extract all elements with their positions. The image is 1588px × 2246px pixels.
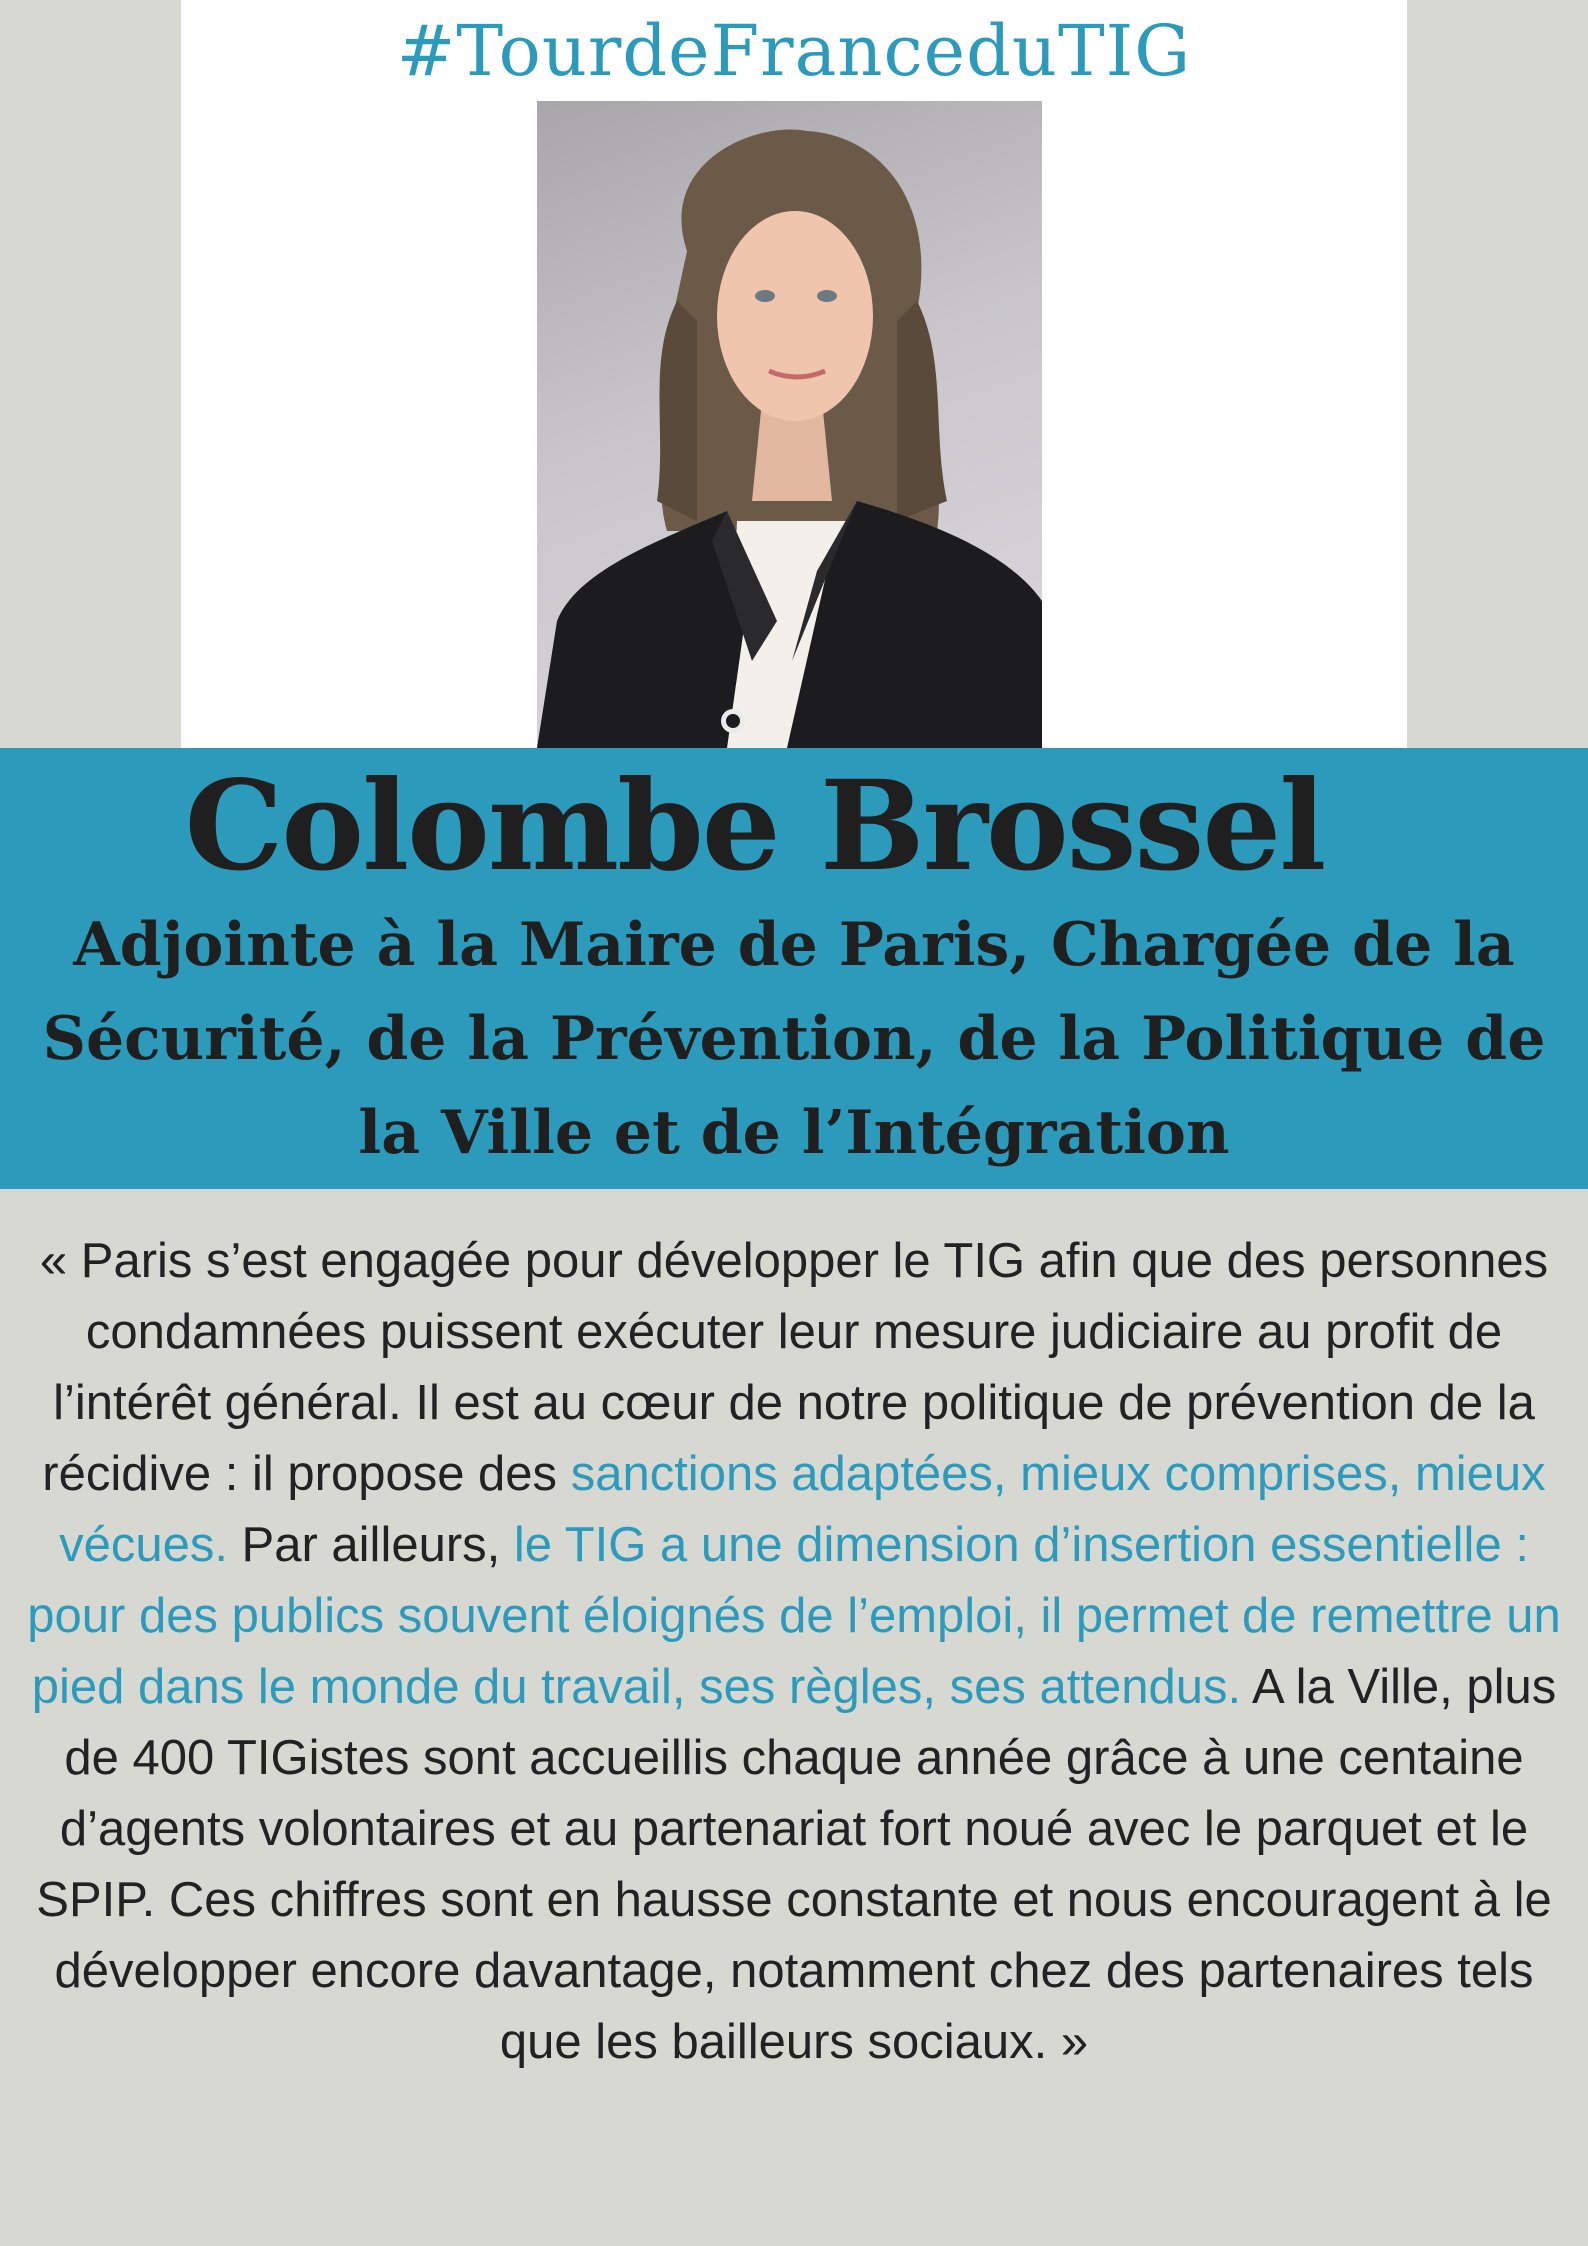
person-role bbox=[0, 898, 1588, 1180]
hashtag-title: #TourdeFranceduTIG bbox=[396, 10, 1192, 92]
quote-highlight: sanctions adaptées, mieux comprises, mieux vécues. bbox=[59, 1447, 1546, 1572]
role-line: Sécurité, de la Prévention, de la Politique de bbox=[42, 1004, 1546, 1074]
face-shape bbox=[717, 211, 873, 421]
portrait-photo bbox=[537, 101, 1042, 748]
quote-text: « Paris s’est engagée pour développer le TIG afin que des personnes condamnées puissent exécuter leur mesure judiciaire au profit de l’intérêt général. Il est au cœur de notre politique de prévention de la récidive : il propose des bbox=[39, 1234, 1549, 1501]
quote-highlight: le TIG a une dimension d’insertion essentielle : pour des publics souvent éloignés de l’emploi, il permet de remettre un pied dans le monde du travail, ses règles, ses attendus. bbox=[27, 1518, 1561, 1714]
role-line: Adjointe à la Maire de Paris, Chargée de la bbox=[73, 910, 1515, 980]
quote-paragraph bbox=[14, 1226, 1574, 2078]
quote-text: Par ailleurs, bbox=[227, 1518, 514, 1572]
quote-text: A la Ville, plus de 400 TIGistes sont accueillis chaque année grâce à une centaine d’agents volontaires et au partenariat fort noué avec le parquet et le SPIP. Ces chiffres sont en hausse constante et nous encouragent à le développer encore davantage, notamment chez des partenaires tels que les bailleurs sociaux. » bbox=[36, 1660, 1557, 2069]
role-line: la Ville et de l’Intégration bbox=[358, 1098, 1230, 1168]
person-name: Colombe Brossel bbox=[184, 754, 1325, 899]
